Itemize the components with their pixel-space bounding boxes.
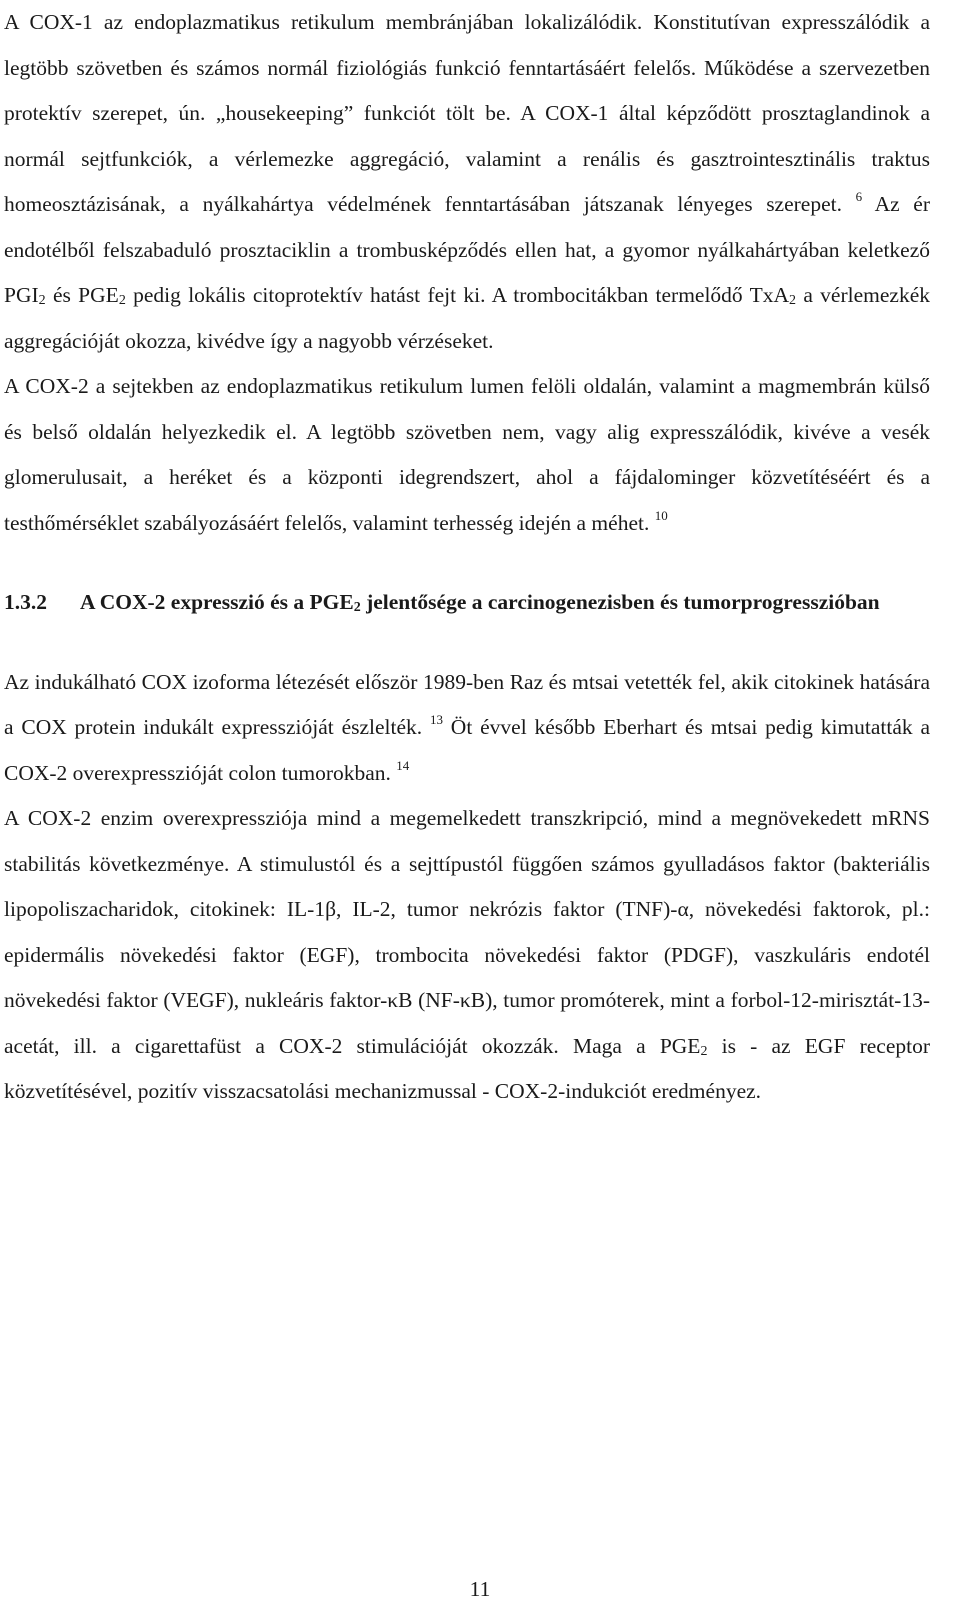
reference-number: 10: [654, 507, 668, 523]
text: is - az EGF receptor közvetítésével, pozitív visszacsatolási mechanizmussal - COX-2-indukciót eredményez.: [4, 1033, 931, 1103]
document-page: [4, 0, 930, 1115]
section-heading: [4, 580, 930, 626]
paragraph-cox2: [4, 364, 930, 546]
subscript: 2: [700, 1043, 708, 1059]
text: a vérlemezkék aggregációját okozza, kivédve így a nagyobb vérzéseket.: [4, 283, 930, 353]
subscript: 2: [118, 293, 126, 308]
text: A COX-2 enzim overexpressziója mind a megemelkedett transzkripció, mind a megnövekedett mRNS stabilitás következménye. A stimulustól és a sejttípustól függően számos gyulladásos faktor (bakteriális lipopoliszacharidok, citokinek: IL-1β, IL-2, tumor nekrózis faktor (TNF)-α, növekedési faktorok, pl.: epidermális növekedési faktor (EGF), trombocita növekedési faktor (PDGF), vaszkuláris endotél növekedési faktor (VEGF), nukleáris faktor-κB (NF-κB), tumor promóterek, mint a forbol-12-mirisztát-13-acetát, ill. a cigarettafüst a COX-2 stimulációját okozzák. Maga a PGE: [4, 806, 930, 1058]
text: A COX-2 a sejtekben az endoplazmatikus retikulum lumen felöli oldalán, valamint a magmembrán külső és belső oldalán helyezkedik el. A legtöbb szövetben nem, vagy alig expresszálódik, kivéve a vesék glomerulusait, a heréket és a központi idegrendszert, ahol a fájdalominger közvetítéséért és a testhőmérséklet szabályozásáért felelős, valamint terhesség idején a méhet.: [4, 374, 930, 535]
paragraph-cox1: [4, 0, 930, 364]
reference-number: 13: [429, 712, 443, 727]
text: pedig lokális citoprotektív hatást fejt ki. A trombocitákban termelődő TxA: [133, 283, 790, 307]
title-text: jelentősége a carcinogenezisben és tumorprogresszióban: [366, 590, 880, 614]
page-number: 11: [469, 1577, 491, 1601]
text: Öt évvel később Eberhart és mtsai pedig kimutatták a COX-2 overexpresszióját colon tumorokban.: [4, 715, 931, 785]
reference-number: 14: [396, 757, 410, 773]
text: Az ér endotélből felszabaduló prosztaciklin a trombusképződés ellen hat, a gyomor nyálkahártyában keletkező PGI: [4, 192, 930, 307]
title-text: A COX-2 expresszió és a PGE: [80, 590, 354, 614]
subscript: 2: [38, 293, 46, 308]
section-number: 1.3.2: [4, 590, 47, 614]
text: és PGE: [52, 283, 119, 307]
paragraph-cox2-overexpression: [4, 796, 930, 1115]
text: Az indukálható COX izoforma létezését először 1989-ben Raz és mtsai vetették fel, akik citokinek hatására a COX protein indukált expresszióját észlelték.: [4, 669, 930, 739]
paragraph-inducible-cox: [4, 660, 930, 797]
subscript: 2: [789, 293, 797, 308]
text: A COX-1 az endoplazmatikus retikulum membránjában lokalizálódik. Konstitutívan expresszálódik a legtöbb szövetben és számos normál fiziológiás funkció fenntartásáért felelős. Működése a szervezetben protektív szerepet, ún. „housekeeping” funkciót tölt be. A COX-1 által képződött prosztaglandinok a normál sejtfunkciók, a vérlemezke aggregáció, valamint a renális és gasztrointesztinális traktus homeosztázisának, a nyálkahártya védelmének fenntartásában játszanak lényeges szerepet.: [4, 10, 930, 216]
reference-number: 6: [855, 189, 863, 204]
subscript: 2: [353, 600, 361, 615]
section-title: [80, 580, 930, 626]
